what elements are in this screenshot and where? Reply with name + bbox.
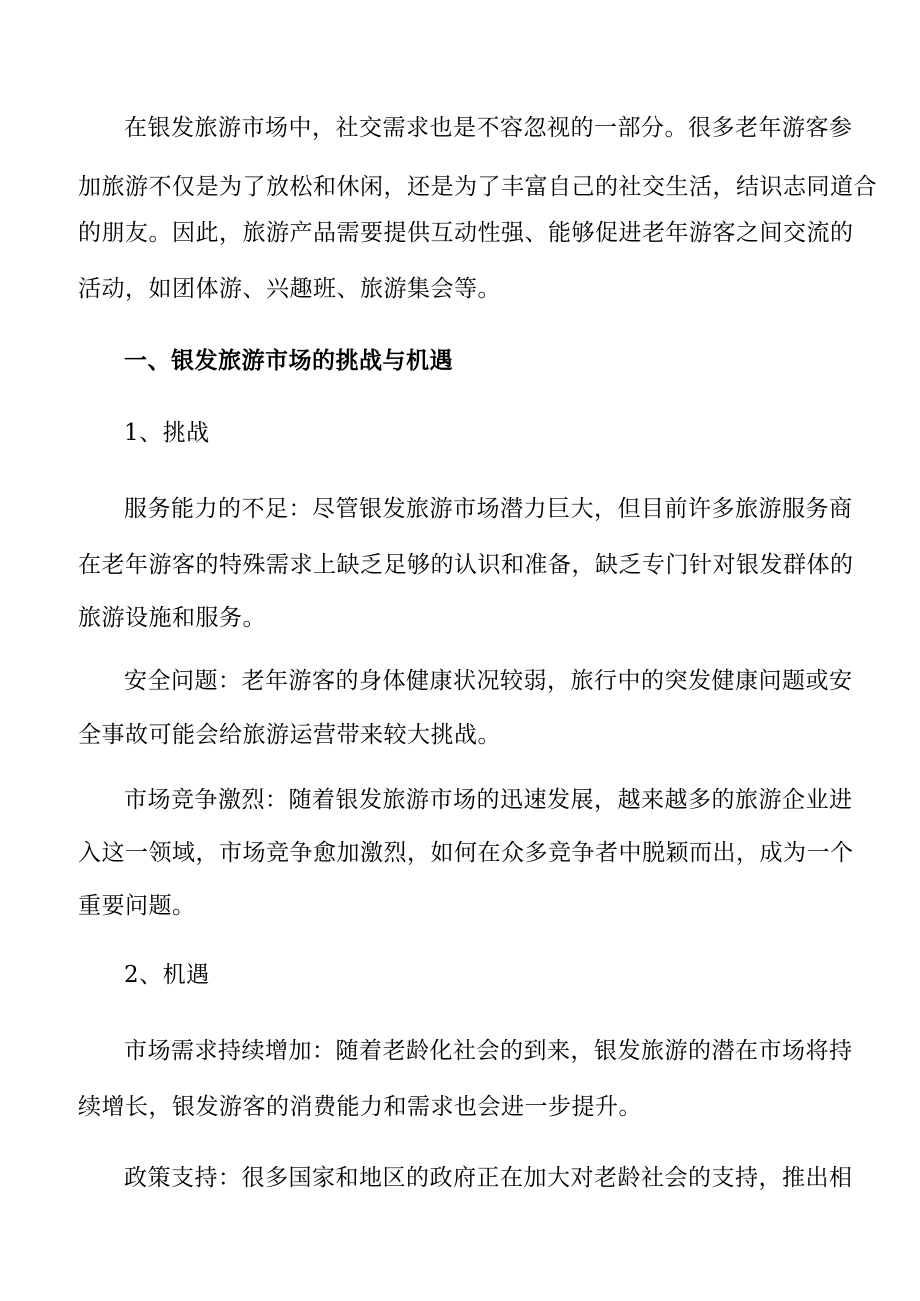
paragraph-line: 加旅游不仅是为了放松和休闲，还是为了丰富自己的社交生活，结识志同道合: [78, 174, 877, 200]
paragraph-line: 市场竞争激烈：随着银发旅游市场的迅速发展，越来越多的旅游企业进: [124, 787, 853, 813]
paragraph-line: 活动，如团体游、兴趣班、旅游集会等。: [78, 276, 501, 302]
paragraph-line: 安全问题：老年游客的身体健康状况较弱，旅行中的突发健康问题或安: [124, 668, 853, 694]
paragraph-line: 服务能力的不足：尽管银发旅游市场潜力巨大，但目前许多旅游服务商: [124, 496, 853, 522]
paragraph-line: 在老年游客的特殊需求上缺乏足够的认识和准备，缺乏专门针对银发群体的: [78, 552, 854, 578]
subsection-heading: 1、挑战: [124, 420, 210, 446]
paragraph-line: 入这一领域，市场竞争愈加激烈，如何在众多竞争者中脱颖而出，成为一个: [78, 840, 854, 866]
paragraph-line: 旅游设施和服务。: [78, 605, 266, 631]
paragraph-line: 在银发旅游市场中，社交需求也是不容忽视的一部分。很多老年游客参: [124, 115, 853, 141]
paragraph-line: 续增长，银发游客的消费能力和需求也会进一步提升。: [78, 1094, 642, 1120]
paragraph-line: 重要问题。: [78, 893, 196, 919]
paragraph-line: 的朋友。因此，旅游产品需要提供互动性强、能够促进老年游客之间交流的: [78, 220, 854, 246]
subsection-heading: 2、机遇: [124, 962, 210, 988]
paragraph-line: 政策支持：很多国家和地区的政府正在加大对老龄社会的支持，推出相: [124, 1165, 853, 1191]
paragraph-line: 市场需求持续增加：随着老龄化社会的到来，银发旅游的潜在市场将持: [124, 1038, 853, 1064]
section-heading: 一、银发旅游市场的挑战与机遇: [124, 347, 453, 374]
paragraph-line: 全事故可能会给旅游运营带来较大挑战。: [78, 722, 501, 748]
